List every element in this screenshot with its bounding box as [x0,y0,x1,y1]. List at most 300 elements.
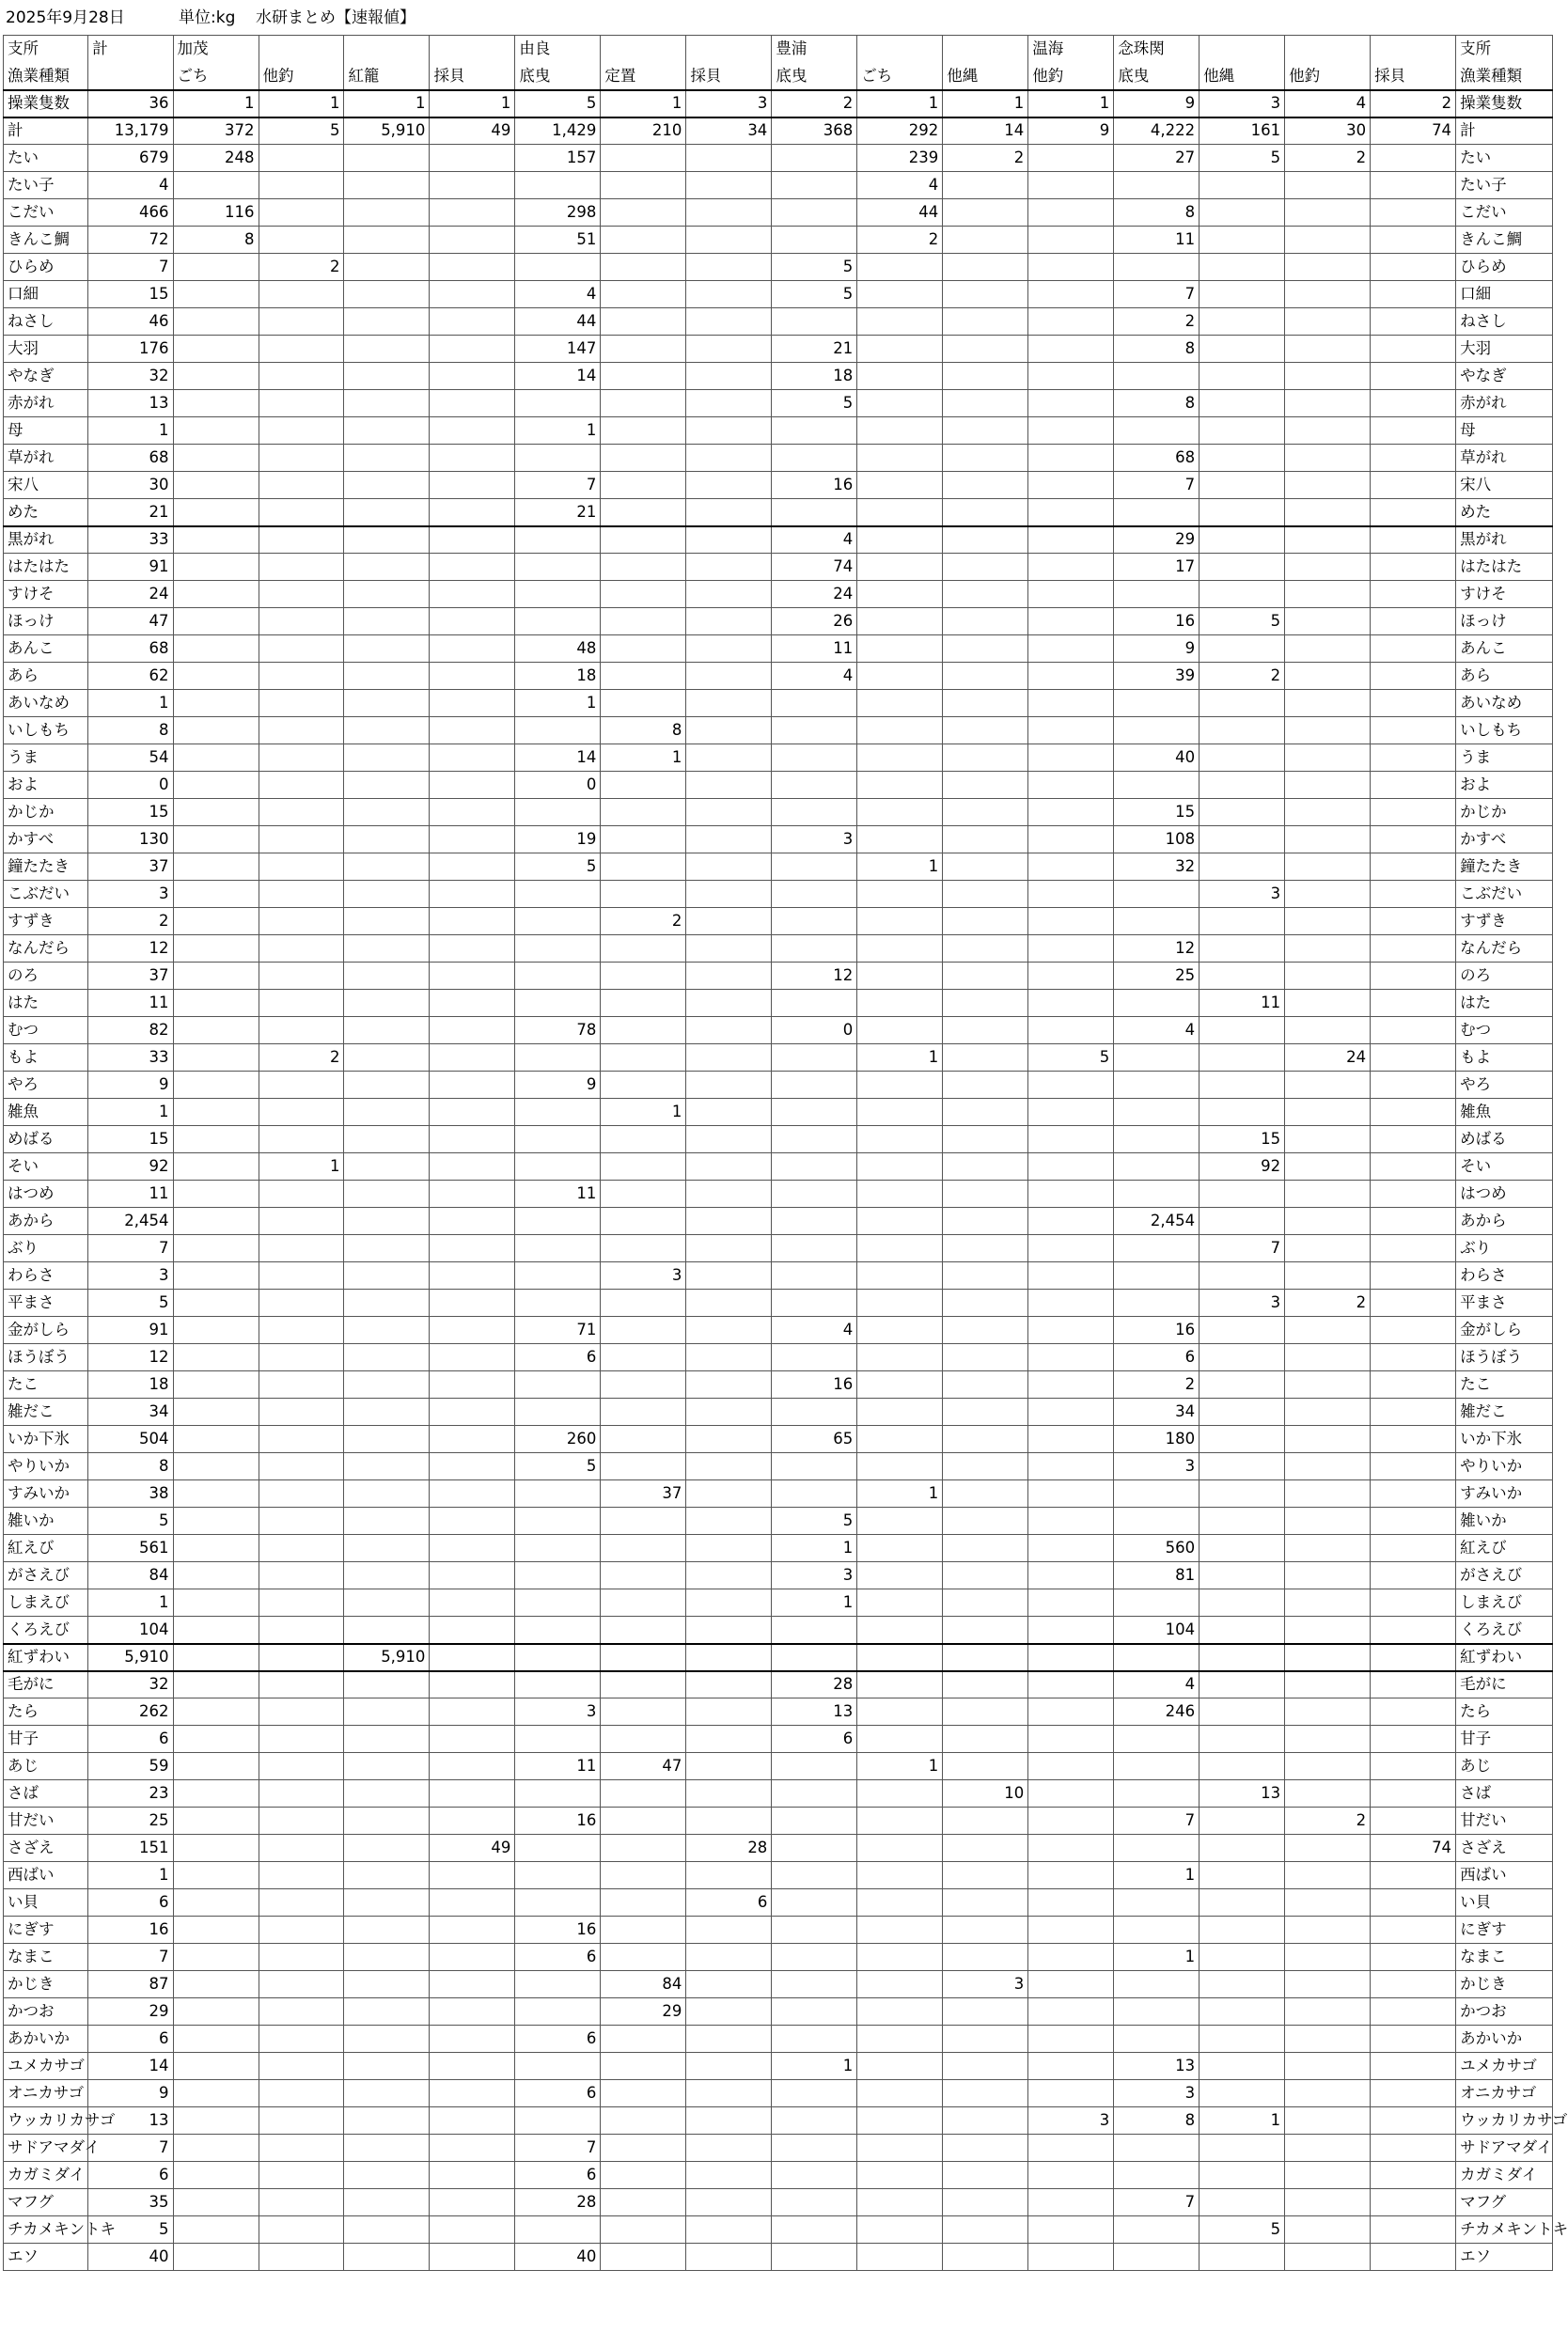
value-cell [772,1453,857,1480]
value-cell [344,1589,430,1617]
value-cell [515,581,601,608]
value-cell [1200,2053,1285,2080]
branch-header-cell [1371,36,1456,63]
value-cell [601,635,686,663]
value-cell: 246 [1114,1698,1200,1726]
species-name-cell: かつお [4,1998,88,2026]
value-cell [1200,2244,1285,2271]
value-cell [857,1371,943,1399]
value-cell [515,935,601,963]
value-cell [1285,2216,1371,2244]
value-cell [1200,1208,1285,1235]
value-cell [259,853,344,881]
value-cell [686,1371,772,1399]
value-cell [601,2026,686,2053]
value-cell [173,1235,259,1262]
value-cell [686,363,772,390]
total-cell: 15 [88,281,173,308]
value-cell [772,2080,857,2107]
value-cell [515,1998,601,2026]
value-cell [430,908,515,935]
value-cell [1028,1808,1114,1835]
value-cell [430,1998,515,2026]
value-cell [430,2080,515,2107]
value-cell [430,1644,515,1671]
species-name-cell-right: 紅えび [1456,1535,1553,1562]
value-cell [259,1889,344,1917]
table-row [4,1562,1553,1589]
value-cell [344,2080,430,2107]
value-cell [515,1780,601,1808]
value-cell [430,1262,515,1290]
species-name-cell-right: 宋八 [1456,472,1553,499]
value-cell [1285,281,1371,308]
value-cell [601,363,686,390]
species-name-cell: さざえ [4,1835,88,1862]
table-row [4,1453,1553,1480]
value-cell [857,1671,943,1698]
value-cell [1371,1753,1456,1780]
value-cell [857,690,943,717]
value-cell [344,2135,430,2162]
total-cell: 59 [88,1753,173,1780]
total-cell: 34 [88,1399,173,1426]
species-name-cell: 口細 [4,281,88,308]
value-cell: 29 [601,1998,686,2026]
table-row [4,2107,1553,2135]
table-row [4,1181,1553,1208]
value-cell [857,2216,943,2244]
value-cell [344,1480,430,1508]
value-cell: 4 [1114,1017,1200,1044]
value-cell [1371,990,1456,1017]
value-cell [430,172,515,199]
value-cell [686,1862,772,1889]
value-cell [1285,2135,1371,2162]
value-cell [601,1044,686,1072]
value-cell [686,1235,772,1262]
value-cell [772,417,857,445]
value-cell [1200,1480,1285,1508]
value-cell [1028,1426,1114,1453]
branch-header-cell [259,36,344,63]
value-cell [601,554,686,581]
value-cell [1028,554,1114,581]
value-cell [857,1726,943,1753]
value-cell [1114,1780,1200,1808]
value-cell [1028,1099,1114,1126]
value-cell [1028,1317,1114,1344]
value-cell: 37 [601,1480,686,1508]
value-cell [1285,2080,1371,2107]
value-cell [601,1126,686,1153]
value-cell [1028,254,1114,281]
value-cell [1371,363,1456,390]
value-cell: 24 [772,581,857,608]
total-cell: 54 [88,744,173,772]
value-cell [1285,1181,1371,1208]
value-cell [344,853,430,881]
table-row [4,990,1553,1017]
value-cell [686,1589,772,1617]
value-cell: 9 [1114,635,1200,663]
species-name-cell-right: 雑魚 [1456,1099,1553,1126]
value-cell [601,1426,686,1453]
value-cell [686,145,772,172]
branch-header-cell [1285,36,1371,63]
total-cell: 92 [88,1153,173,1181]
species-name-cell: なんだら [4,935,88,963]
value-cell: 34 [686,117,772,145]
species-name-cell-right: い貝 [1456,1889,1553,1917]
value-cell: 28 [772,1671,857,1698]
value-cell [943,1099,1028,1126]
species-name-cell: たこ [4,1371,88,1399]
value-cell [943,1562,1028,1589]
value-cell [344,1917,430,1944]
value-cell [430,145,515,172]
value-cell [943,1399,1028,1426]
species-name-cell: 甘子 [4,1726,88,1753]
value-cell: 12 [1114,935,1200,963]
total-cell: 9 [88,1072,173,1099]
species-name-cell-right: きんこ鯛 [1456,227,1553,254]
value-cell [601,1535,686,1562]
species-name-cell: すみいか [4,1480,88,1508]
value-cell [173,1290,259,1317]
value-cell [173,1944,259,1971]
total-cell: 1 [88,1099,173,1126]
value-cell [686,2244,772,2271]
value-cell [601,1235,686,1262]
branch-header-cell [344,36,430,63]
value-cell [173,1017,259,1044]
value-cell [259,1399,344,1426]
value-cell [1285,581,1371,608]
species-name-cell-right: 大羽 [1456,336,1553,363]
value-cell [601,853,686,881]
value-cell [601,1808,686,1835]
species-name-cell: 大羽 [4,336,88,363]
value-cell [173,663,259,690]
value-cell [601,472,686,499]
value-cell: 92 [1200,1153,1285,1181]
value-cell [601,2135,686,2162]
species-name-cell-right: チカメキントキ [1456,2216,1553,2244]
value-cell [1285,172,1371,199]
table-row [4,2135,1553,2162]
species-name-cell-right: 操業隻数 [1456,90,1553,117]
value-cell [686,1508,772,1535]
value-cell [772,1344,857,1371]
value-cell: 16 [515,1917,601,1944]
value-cell [1371,1099,1456,1126]
value-cell: 161 [1200,117,1285,145]
value-cell [1028,526,1114,554]
value-cell [772,199,857,227]
value-cell [686,826,772,853]
total-cell: 262 [88,1698,173,1726]
value-cell [943,635,1028,663]
value-cell [1028,1181,1114,1208]
value-cell: 108 [1114,826,1200,853]
value-cell [1200,1317,1285,1344]
value-cell: 3 [1114,2080,1200,2107]
total-cell: 29 [88,1998,173,2026]
value-cell [259,608,344,635]
value-cell: 9 [515,1072,601,1099]
value-cell: 3 [686,90,772,117]
table-body [4,36,1568,2271]
species-name-cell-right: ユメカサゴ [1456,2053,1553,2080]
table-row [4,390,1553,417]
value-cell [686,199,772,227]
value-cell [259,963,344,990]
value-cell [943,963,1028,990]
value-cell: 34 [1114,1399,1200,1426]
value-cell [1371,336,1456,363]
value-cell: 4 [1285,90,1371,117]
value-cell [1371,744,1456,772]
value-cell: 49 [430,117,515,145]
value-cell [1028,1535,1114,1562]
value-cell [1028,799,1114,826]
value-cell [430,1808,515,1835]
value-cell [1371,1344,1456,1371]
value-cell [1028,1698,1114,1726]
value-cell [943,1998,1028,2026]
species-name-cell: あかいか [4,2026,88,2053]
value-cell [1028,1371,1114,1399]
value-cell [857,526,943,554]
table-row [4,772,1553,799]
value-cell [943,1153,1028,1181]
value-cell: 6 [515,2026,601,2053]
value-cell [943,172,1028,199]
species-name-cell: しまえび [4,1589,88,1617]
value-cell: 1 [259,90,344,117]
value-cell: 2 [772,90,857,117]
value-cell [601,227,686,254]
value-cell: 28 [686,1835,772,1862]
value-cell [1114,2026,1200,2053]
value-cell [259,363,344,390]
value-cell [1285,1644,1371,1671]
value-cell [344,826,430,853]
value-cell [772,1644,857,1671]
total-cell: 1 [88,1862,173,1889]
value-cell [259,881,344,908]
total-cell: 3 [88,1262,173,1290]
value-cell [344,526,430,554]
species-name-cell-right: むつ [1456,1017,1553,1044]
value-cell [344,690,430,717]
value-cell [943,2189,1028,2216]
method-header-cell: 他縄 [943,63,1028,90]
value-cell [430,199,515,227]
value-cell: 51 [515,227,601,254]
method-header-cell: 底曳 [1114,63,1200,90]
total-cell: 2 [88,908,173,935]
value-cell [857,336,943,363]
value-cell [344,1835,430,1862]
value-cell [686,1535,772,1562]
table-row [4,1889,1553,1917]
value-cell [344,1726,430,1753]
value-cell [857,881,943,908]
value-cell [1114,1153,1200,1181]
method-header-cell: 漁業種類 [4,63,88,90]
value-cell [430,1426,515,1453]
value-cell [1285,2162,1371,2189]
species-name-cell-right: しまえび [1456,1589,1553,1617]
value-cell [1371,1126,1456,1153]
total-cell: 82 [88,1017,173,1044]
value-cell [1200,1535,1285,1562]
value-cell [943,1889,1028,1917]
table-row [4,1589,1553,1617]
value-cell [1028,1917,1114,1944]
value-cell [943,1208,1028,1235]
value-cell [686,690,772,717]
table-row [4,1508,1553,1535]
species-name-cell-right: なまこ [1456,1944,1553,1971]
value-cell [515,1126,601,1153]
value-cell [344,336,430,363]
value-cell [943,554,1028,581]
value-cell [173,1889,259,1917]
value-cell [173,1181,259,1208]
unit-label: 単位:kg [179,8,236,27]
value-cell [943,935,1028,963]
table-row [4,1235,1553,1262]
value-cell [943,2026,1028,2053]
value-cell [686,1562,772,1589]
value-cell [943,363,1028,390]
value-cell [857,581,943,608]
species-name-cell: ひらめ [4,254,88,281]
total-cell: 68 [88,635,173,663]
value-cell [1371,1153,1456,1181]
species-name-cell-right: エソ [1456,2244,1553,2271]
value-cell [173,1480,259,1508]
table-row [4,1262,1553,1290]
table-row [4,2244,1553,2271]
value-cell [857,417,943,445]
value-cell: 16 [1114,1317,1200,1344]
value-cell [1114,1508,1200,1535]
value-cell [515,1399,601,1426]
value-cell [1114,1126,1200,1153]
branch-header-cell: 支所 [4,36,88,63]
total-cell: 5 [88,2216,173,2244]
value-cell [1371,1044,1456,1072]
table-row [4,1099,1553,1126]
species-name-cell: 操業隻数 [4,90,88,117]
value-cell [943,1235,1028,1262]
value-cell [430,1044,515,1072]
value-cell [1285,935,1371,963]
value-cell [259,1644,344,1671]
value-cell [1028,1644,1114,1671]
value-cell: 2,454 [1114,1208,1200,1235]
value-cell: 7 [1114,472,1200,499]
value-cell: 2 [1371,90,1456,117]
value-cell [1371,2162,1456,2189]
value-cell [430,608,515,635]
species-name-cell-right: すけそ [1456,581,1553,608]
value-cell [686,2216,772,2244]
value-cell [1371,581,1456,608]
table-row [4,1644,1553,1671]
species-name-cell: 計 [4,117,88,145]
value-cell [943,690,1028,717]
species-name-cell: ほうぼう [4,1344,88,1371]
value-cell [430,881,515,908]
value-cell [1028,1399,1114,1426]
branch-header-cell: 計 [88,36,173,63]
species-name-cell-right: およ [1456,772,1553,799]
value-cell [1114,1480,1200,1508]
value-cell [173,363,259,390]
value-cell [259,2162,344,2189]
value-cell [173,1535,259,1562]
value-cell [259,1317,344,1344]
value-cell [1200,1017,1285,1044]
value-cell [515,908,601,935]
value-cell: 104 [1114,1617,1200,1644]
value-cell [1285,390,1371,417]
species-name-cell-right: たい子 [1456,172,1553,199]
species-name-cell: いしもち [4,717,88,744]
value-cell [1114,417,1200,445]
table-row [4,1671,1553,1698]
table-row [4,1480,1553,1508]
value-cell [344,1453,430,1480]
value-cell: 19 [515,826,601,853]
value-cell [601,1944,686,1971]
total-cell: 104 [88,1617,173,1644]
value-cell [943,1944,1028,1971]
value-cell [430,254,515,281]
value-cell [943,1072,1028,1099]
value-cell: 74 [772,554,857,581]
value-cell [1285,1072,1371,1099]
table-row [4,635,1553,663]
value-cell [344,499,430,526]
value-cell [430,281,515,308]
value-cell [943,254,1028,281]
value-cell: 6 [515,2162,601,2189]
value-cell [1200,1508,1285,1535]
species-name-cell-right: こだい [1456,199,1553,227]
species-name-cell-right: 口細 [1456,281,1553,308]
value-cell [601,1671,686,1698]
value-cell [344,390,430,417]
value-cell: 14 [943,117,1028,145]
value-cell [857,445,943,472]
value-cell [1200,1644,1285,1671]
value-cell [259,1535,344,1562]
value-cell [772,445,857,472]
value-cell: 1 [857,1753,943,1780]
species-name-cell-right: いか下氷 [1456,1426,1553,1453]
value-cell [259,445,344,472]
total-cell: 1 [88,1589,173,1617]
total-cell: 13 [88,2107,173,2135]
value-cell [1371,1290,1456,1317]
value-cell: 4 [772,526,857,554]
